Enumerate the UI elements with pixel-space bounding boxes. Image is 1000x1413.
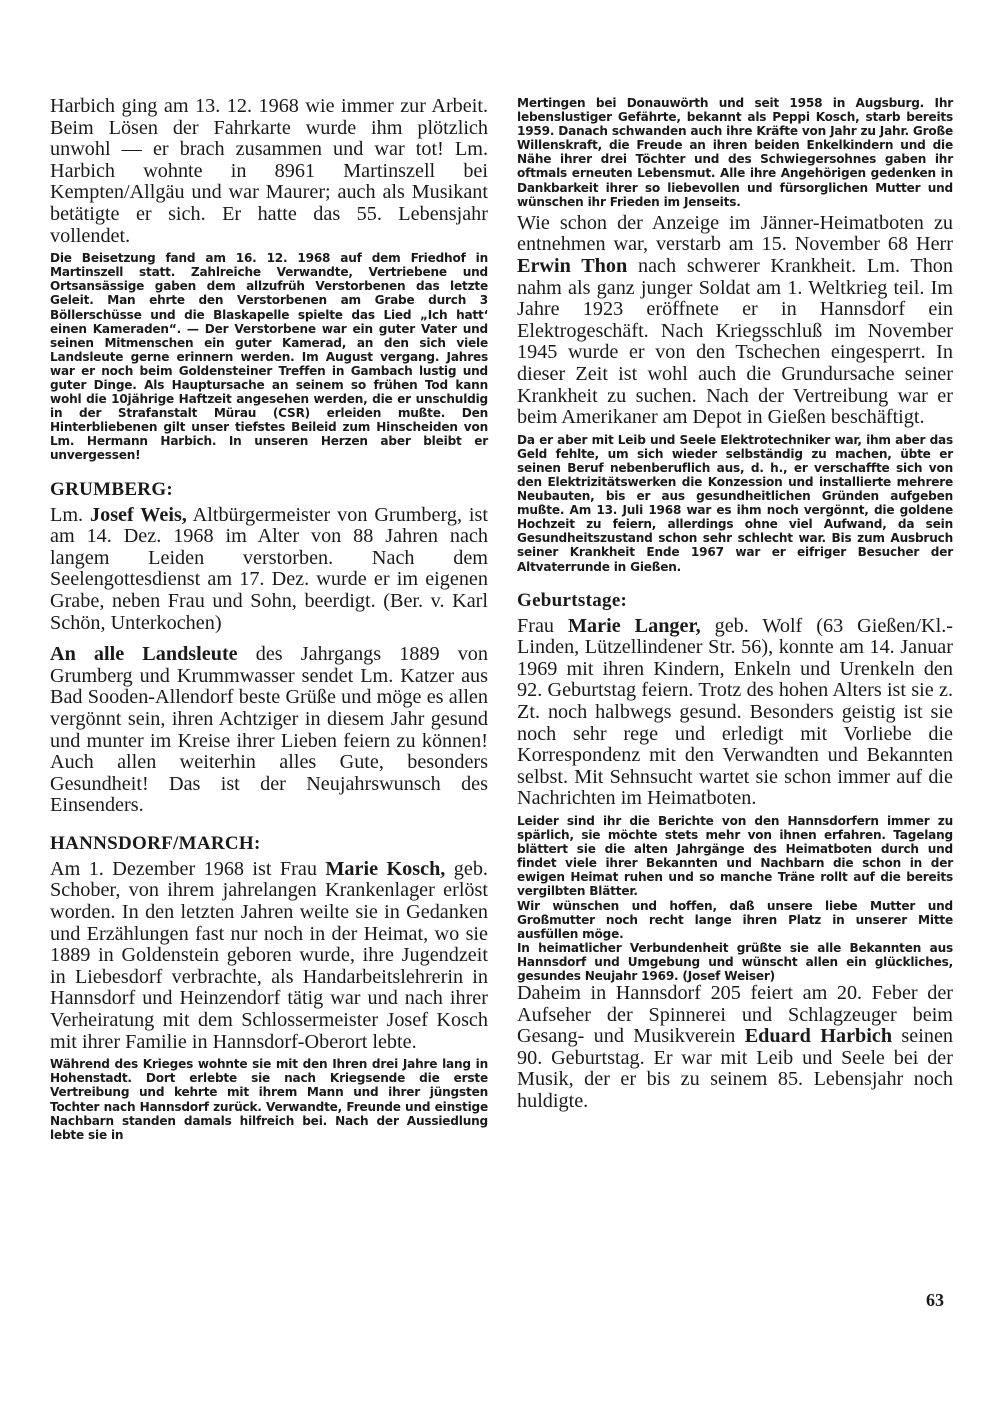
harbich-obituary-text: Harbich ging am 13. 12. 1968 wie immer zur Arbeit. Beim Lösen der Fahrkarte wurde ihm plötzlich unwohl — er brach zusammen und war tot! Lm. Harbich wohnte in 8961 Martinszell bei Kempten/Allgäu und war Maurer; auch als Musikant betätigte er sich. Er hatte das 55. Lebensjahr vollendet.	[50, 95, 488, 247]
bold-an-alle-landsleute: An alle Landsleute	[50, 643, 238, 666]
landsleute-greeting-text: An alle Landsleute des Jahrgangs 1889 von Grumberg und Krummwasser sendet Lm. Katzer aus Bad Sooden-Allendorf beste Grüße und möge es allen vergönnt sein, ihren Achtziger in diesem Jahr gesund und munter im Kreise ihrer Lieben feiern zu können! Auch allen weiterhin alles Gute, besonders Gesundheit! Das ist der Neujahrswunsch des Einsenders.	[50, 643, 488, 817]
weis-obituary-text: Lm. Josef Weis, Altbürgermeister von Grumberg, ist am 14. Dez. 1968 im Alter von 88 Jahren nach langem Leiden verstorben. Nach dem Seelengottesdienst am 17. Dez. wurde er im eigenen Grabe, neben Frau und Sohn, beerdigt. (Ber. v. Karl Schön, Unterkochen)	[50, 503, 488, 634]
name-josef-weis: Josef Weis,	[90, 503, 187, 526]
harbich-funeral-text: Die Beisetzung fand am 16. 12. 1968 auf dem Friedhof in Martinszell statt. Zahlreiche Verwandte, Vertriebene und Ortsansässige gaben dem allzufrüh Verstorbenen das letzte Geleit. Man ehrte den Verstorbenen am Grabe durch 3 Böllerschüsse und die Blaskapelle spielte das Lied „Ich hatt‘ einen Kameraden“. — Der Verstorbene war ein guter Vater und seinen Mitmenschen ein guter Kamerad, an den sich viele Landsleute gerne erinnern werden. Im August vergang. Jahres war er noch beim Goldensteiner Treffen in Gambach lustig und guter Dinge. Als Hauptursache an seinem so frühen Tod kann wohl die 10jährige Haftzeit angesehen werden, die er unschuldig in der Strafanstalt Mürau (CSR) erleiden mußte. Den Hinterbliebenen gilt unser tiefstes Beileid zum Hinscheiden von Lm. Hermann Harbich. In unseren Herzen aber bleibt er unvergessen!	[50, 251, 488, 463]
left-column	[50, 96, 488, 1142]
heading-hannsdorf-march: HANNSDORF/MARCH:	[50, 832, 261, 854]
langer-wishes-text: Wir wünschen und hoffen, daß unsere liebe Mutter und Großmutter noch recht lange ihren Platz in unserer Mitte ausfüllen möge.	[517, 898, 953, 941]
kosch-war-years-text: Während des Krieges wohnte sie mit den Ihren drei Jahre lang in Hohenstadt. Dort erlebte sie nach Kriegsende die erste Vertreibung und kehrte mit ihrem Mann und ihrer jüngsten Tochter nach Hannsdorf zurück. Verwandte, Freunde und einstige Nachbarn standen damals hilfreich bei. Nach der Aussiedlung lebte sie in	[50, 1057, 488, 1142]
kosch-obituary-text: Am 1. Dezember 1968 ist Frau Marie Kosch, geb. Schober, von ihrem jahrelangen Krankenlager erlöst worden. In den letzten Jahren weilte sie in Gedanken und Erzählungen fast nur noch in der Heimat, wo sie 1889 in Goldenstein geboren wurde, ihre Jugendzeit in Liebesdorf verbrachte, als Handarbeitslehrerin in Hannsdorf und Heinzendorf tätig war und nach ihrer Verheiratung mit dem Schlossermeister Josef Kosch mit ihrer Familie in Hannsdorf-Oberort lebte.	[50, 857, 488, 1053]
thon-career-text: Da er aber mit Leib und Seele Elektrotechniker war, ihm aber das Geld fehlte, um sich wieder selbständig zu machen, übte er seinen Beruf nebenberuflich aus, d. h., er verschaffte sich von den Elektrizitätswerken die Konzession und installierte mehrere Neubauten, bis er aus gesundheitlichen Gründen aufgeben mußte. Am 13. Juli 1968 war es ihm noch vergönnt, die goldene Hochzeit zu feiern, allerdings ohne viel Aufwand, da sein Gesundheitszustand schon sehr schlecht war. Bis zum Ausbruch seiner Krankheit Ende 1967 war er eifriger Besucher der Altvaterrunde in Gießen.	[517, 432, 953, 574]
name-erwin-thon: Erwin Thon	[517, 254, 628, 277]
name-marie-kosch: Marie Kosch,	[325, 857, 446, 880]
langer-reading-text: Leider sind ihr die Berichte von den Hannsdorfern immer zu spärlich, sie möchte stets mehr von ihnen erfahren. Tagelang blättert sie die alten Jahrgänge des Heimatboten durch und findet viele ihrer Bekannten und Nachbarn die schon in der ewigen Heimat ruhen und so manche Träne rollt auf die bereits vergilbten Blätter.	[517, 813, 953, 899]
right-column	[517, 96, 953, 1113]
langer-greetings-text: In heimatlicher Verbundenheit grüßte sie alle Bekannten aus Hannsdorf und Umgebung und wünscht allen ein glückliches, gesundes Neujahr 1969. (Josef Weiser)	[517, 940, 953, 983]
harbich-birthday-text: Daheim in Hannsdorf 205 feiert am 20. Feber der Aufseher der Spinnerei und Schlagzeuger beim Gesang- und Musikverein Eduard Harbich seinen 90. Geburtstag. Er war mit Leib und Seele bei der Musik, der er bis zu seinem 85. Lebensjahr noch huldigte.	[517, 982, 954, 1113]
kosch-continued-text: Mertingen bei Donauwörth und seit 1958 in Augsburg. Ihr lebenslustiger Gefährte, bekannt als Peppi Kosch, starb bereits 1959. Danach schwanden auch ihre Kräfte von Jahr zu Jahr. Große Willenskraft, die Freude an ihren beiden Enkelkindern und die Nähe ihrer drei Töchter und des Schwiegersohnes gaben ihr oftmals erneuten Lebensmut. Alle ihre Angehörigen gedenken in Dankbarkeit ihrer so liebevollen und fürsorglichen Mutter und wünschen ihr Frieden im Jenseits.	[517, 96, 953, 209]
thon-obituary-text: Wie schon der Anzeige im Jänner-Heimatboten zu entnehmen war, verstarb am 15. November 68 Herr Erwin Thon nach schwerer Krankheit. Lm. Thon nahm als ganz junger Soldat am 1. Weltkrieg teil. Im Jahre 1923 eröffnete er in Hannsdorf ein Elektrogeschäft. Nach Kriegsschluß im November 1945 wurde er von den Tschechen eingesperrt. In dieser Zeit ist wohl auch die Grundursache seiner Krankheit zu suchen. Nach der Vertreibung war er beim Amerikaner am Depot in Gießen beschäftigt.	[517, 211, 953, 429]
langer-birthday-text: Frau Marie Langer, geb. Wolf (63 Gießen/Kl.-Linden, Lützellindener Str. 56), konnte am 14. Januar 1969 mit ihren Kindern, Enkeln und Urenkeln den 92. Geburtstag feiern. Trotz des hohen Alters ist sie z. Zt. noch halbwegs gesund. Besonders geistig ist sie noch sehr rege und erledigt mit Vorliebe die Korrespondenz mit den Verwandten und Bekannten selbst. Mit Sehnsucht wartet sie schon immer auf die Nachrichten im Heimatboten.	[517, 614, 953, 810]
heading-geburtstage: Geburtstage:	[517, 589, 628, 611]
name-eduard-harbich: Eduard Harbich	[744, 1025, 893, 1048]
heading-grumberg: GRUMBERG:	[50, 478, 174, 500]
name-marie-langer: Marie Langer,	[567, 614, 701, 637]
page-number: 63	[926, 1290, 944, 1310]
